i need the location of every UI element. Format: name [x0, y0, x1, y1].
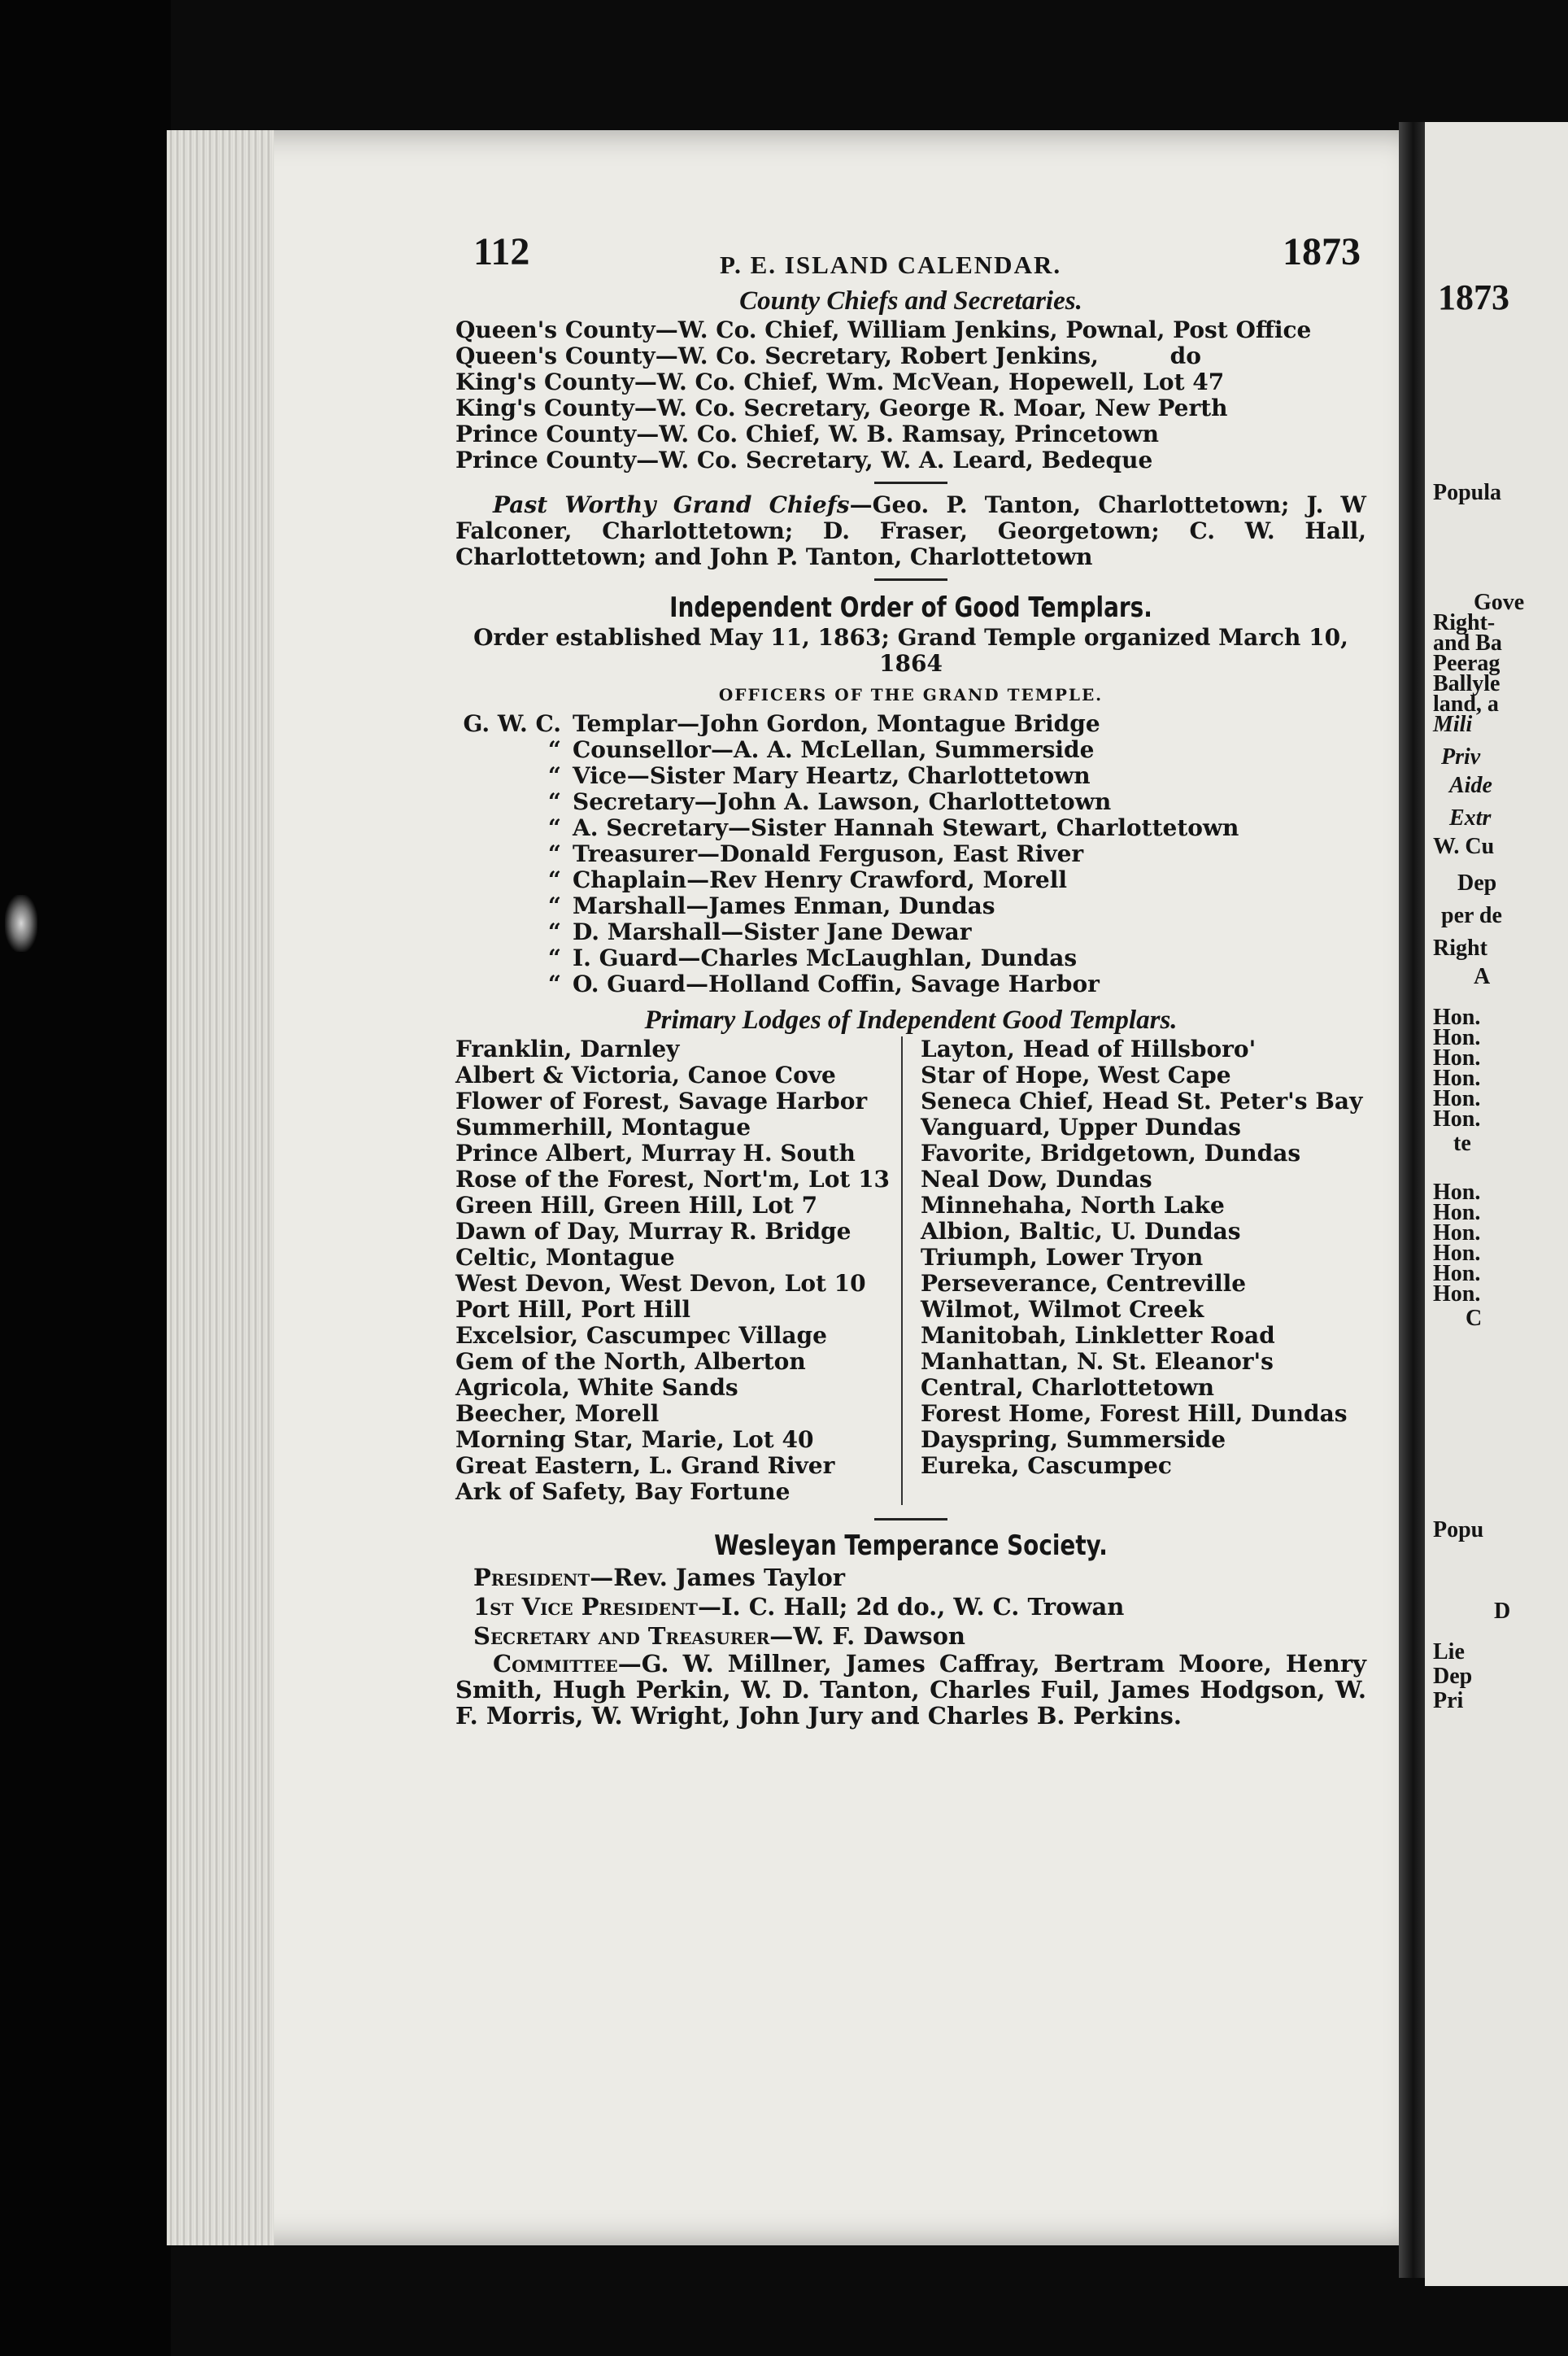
committee-names: —G. W. Millner, James Caffray, Bertram Moore, Henry Smith, Hugh Perkin, W. D. Tanton, Charles Fuil, James Hodgson, W. F. Morris, W. Wright, John Jury and Charles B. Perkins. — [455, 1650, 1366, 1730]
lodge-entry: Green Hill, Green Hill, Lot 7 — [455, 1192, 818, 1219]
lodge-entry: Manitobah, Linkletter Road — [921, 1322, 1275, 1349]
lodge-entry: Dayspring, Summerside — [921, 1426, 1226, 1453]
secretary-line — [455, 1621, 1366, 1651]
past-chiefs-text: —Geo. P. Tanton, Charlottetown; J. W Falconer, Charlottetown; D. Fraser, Georgetown; C. W. Hall, Charlottetown; and John P. Tanton, Charlottetown — [455, 491, 1366, 570]
next-page-fragment: Dep — [1433, 1664, 1473, 1689]
secretary-label: Secretary and Treasurer — [473, 1622, 770, 1650]
lodge-entry: Beecher, Morell — [455, 1400, 660, 1427]
officer-text: A. Secretary—Sister Hannah Stewart, Charlottetown — [573, 814, 1239, 841]
next-page-fragment: per de — [1441, 903, 1502, 928]
divider — [874, 482, 947, 484]
adjacent-page — [1425, 122, 1568, 2286]
officer-text: Counsellor—A. A. McLellan, Summerside — [573, 736, 1095, 763]
officer-mark: “ — [547, 736, 561, 763]
book-gutter — [1399, 122, 1427, 2278]
header-year: 1873 — [1283, 230, 1361, 273]
officer-mark: “ — [547, 945, 561, 971]
wesleyan-officers — [455, 1563, 1366, 1729]
lodge-entry: Summerhill, Montague — [455, 1114, 751, 1141]
lodge-entry: Celtic, Montague — [455, 1244, 675, 1271]
officer-text: Marshall—James Enman, Dundas — [573, 892, 995, 919]
lodge-entry: Neal Dow, Dundas — [921, 1166, 1152, 1193]
officer-row — [455, 867, 1366, 893]
lodge-entry: Favorite, Bridgetown, Dundas — [921, 1140, 1301, 1167]
lodge-entry: Excelsior, Cascumpec Village — [455, 1322, 827, 1349]
vice-president-label: 1st Vice President — [473, 1593, 698, 1621]
next-page-fragment: Hon. — [1433, 1045, 1481, 1071]
officer-text: Treasurer—Donald Ferguson, East River — [573, 840, 1084, 867]
lodge-entry: Eureka, Cascumpec — [921, 1452, 1172, 1479]
next-page-fragment: Dep — [1457, 870, 1497, 896]
officer-mark: “ — [547, 866, 561, 893]
county-chiefs-heading: County Chiefs and Secretaries. — [739, 286, 1082, 316]
running-header — [455, 230, 1366, 285]
lodge-entry: Morning Star, Marie, Lot 40 — [455, 1426, 814, 1453]
wesleyan-heading: Wesleyan Temperance Society. — [714, 1529, 1108, 1562]
next-page-fragment: Mili — [1433, 712, 1473, 737]
lodge-entry: Layton, Head of Hillsboro' — [921, 1036, 1257, 1062]
divider — [874, 1518, 947, 1520]
lodge-entry: Minnehaha, North Lake — [921, 1192, 1225, 1219]
next-page-fragment: and Ba — [1433, 630, 1502, 656]
lodge-entry: Franklin, Darnley — [455, 1036, 680, 1062]
next-page-fragment: Pri — [1433, 1688, 1464, 1713]
lodge-entry: Forest Home, Forest Hill, Dundas — [921, 1400, 1348, 1427]
lodge-entry: Manhattan, N. St. Eleanor's — [921, 1348, 1274, 1375]
list-item: King's County—W. Co. Chief, Wm. McVean, Hopewell, Lot 47 — [455, 369, 1225, 395]
next-page-fragment: Hon. — [1433, 1086, 1481, 1111]
page-number: 112 — [473, 230, 530, 273]
officer-mark: “ — [547, 788, 561, 815]
list-item: Prince County—W. Co. Secretary, W. A. Leard, Bedeque — [455, 447, 1153, 473]
list-item: Queen's County—W. Co. Secretary, Robert Jenkins, do — [455, 342, 1201, 369]
president-name: —Rev. James Taylor — [590, 1564, 846, 1591]
list-item: Queen's County—W. Co. Chief, William Jenkins, Pownal, Post Office — [455, 316, 1312, 343]
next-page-fragment: Aide — [1449, 773, 1492, 798]
lodge-entry: Albion, Baltic, U. Dundas — [921, 1218, 1241, 1245]
secretary-name: —W. F. Dawson — [769, 1622, 965, 1650]
next-page-fragment: Ballyle — [1433, 671, 1500, 696]
next-page-fragment: Hon. — [1433, 1106, 1481, 1132]
next-page-fragment: Hon. — [1433, 1005, 1481, 1030]
next-page-fragment: D — [1494, 1599, 1511, 1624]
lodges-left-column — [455, 1036, 901, 1505]
officer-row — [455, 971, 1366, 997]
president-line — [455, 1563, 1366, 1592]
officers-heading: OFFICERS OF THE GRAND TEMPLE. — [718, 685, 1104, 705]
vice-president-line — [455, 1592, 1366, 1621]
lodge-entry: Dawn of Day, Murray R. Bridge — [455, 1218, 852, 1245]
divider — [874, 578, 947, 581]
lodge-entry: Perseverance, Centreville — [921, 1270, 1247, 1297]
good-templars-heading: Independent Order of Good Templars. — [669, 591, 1152, 624]
lodge-entry: West Devon, West Devon, Lot 10 — [455, 1270, 866, 1297]
officer-mark: “ — [547, 892, 561, 919]
lodge-entry: Triumph, Lower Tryon — [921, 1244, 1204, 1271]
next-page-fragment: te — [1453, 1131, 1471, 1156]
page-edges — [167, 130, 274, 2245]
officer-text: O. Guard—Holland Coffin, Savage Harbor — [573, 971, 1100, 997]
lodge-entry: Great Eastern, L. Grand River — [455, 1452, 835, 1479]
officer-text: Vice—Sister Mary Heartz, Charlottetown — [573, 762, 1091, 789]
past-chiefs-label: Past Worthy Grand Chiefs — [493, 491, 850, 518]
committee-label: Committee — [493, 1650, 618, 1678]
officer-row — [455, 919, 1366, 945]
lodge-entry: Seneca Chief, Head St. Peter's Bay — [921, 1088, 1363, 1115]
officer-row — [455, 815, 1366, 841]
scan-artifact — [5, 895, 37, 952]
officer-row — [455, 737, 1366, 763]
next-page-fragment: C — [1466, 1306, 1483, 1331]
officer-row — [455, 945, 1366, 971]
officer-mark: “ — [547, 762, 561, 789]
next-page-fragment: land, a — [1433, 692, 1499, 717]
officer-row — [455, 893, 1366, 919]
officer-mark: “ — [547, 840, 561, 867]
lodge-entry: Albert & Victoria, Canoe Cove — [455, 1062, 836, 1089]
officer-row — [455, 763, 1366, 789]
lodge-entry: Star of Hope, West Cape — [921, 1062, 1231, 1089]
next-page-fragment: Hon. — [1433, 1281, 1481, 1307]
next-page-fragment: Lie — [1433, 1639, 1465, 1664]
lodges-right-column — [901, 1036, 1366, 1505]
next-page-fragment: Popula — [1433, 480, 1502, 505]
lodge-entry: Vanguard, Upper Dundas — [921, 1114, 1241, 1141]
page-content — [455, 230, 1366, 1730]
lodges-heading: Primary Lodges of Independent Good Templars. — [644, 1006, 1178, 1035]
next-page-fragment: Priv — [1441, 744, 1481, 770]
established-line: Order established May 11, 1863; Grand Temple organized March 10, 1864 — [473, 624, 1348, 677]
next-page-fragment: Popu — [1433, 1517, 1484, 1542]
next-page-year: 1873 — [1438, 277, 1509, 317]
officer-text: Templar—John Gordon, Montague Bridge — [573, 710, 1100, 737]
next-page-fragment: Right — [1433, 936, 1487, 961]
running-title: P. E. ISLAND CALENDAR. — [720, 251, 1062, 279]
lodge-entry: Flower of Forest, Savage Harbor — [455, 1088, 868, 1115]
president-label: President — [473, 1564, 590, 1591]
officer-text: Chaplain—Rev Henry Crawford, Morell — [573, 866, 1067, 893]
next-page-fragment: Right- — [1433, 610, 1496, 635]
next-page-fragment: Hon. — [1433, 1241, 1481, 1266]
lodge-entry: Wilmot, Wilmot Creek — [921, 1296, 1204, 1323]
next-page-fragment: W. Cu — [1433, 834, 1495, 859]
officer-row — [455, 789, 1366, 815]
officer-mark: “ — [547, 814, 561, 841]
officer-text: I. Guard—Charles McLaughlan, Dundas — [573, 945, 1078, 971]
next-page-fragment: Hon. — [1433, 1200, 1481, 1225]
lodge-entry: Rose of the Forest, Nort'm, Lot 13 — [455, 1166, 891, 1193]
officer-text: D. Marshall—Sister Jane Dewar — [573, 918, 972, 945]
officer-row — [455, 841, 1366, 867]
officers-list — [455, 711, 1366, 997]
committee-paragraph — [455, 1651, 1366, 1729]
list-item: Prince County—W. Co. Chief, W. B. Ramsay, Princetown — [455, 421, 1160, 447]
next-page-fragment: Extr — [1449, 805, 1492, 831]
officer-row — [455, 711, 1366, 737]
lodge-entry: Agricola, White Sands — [455, 1374, 738, 1401]
officer-mark: “ — [547, 918, 561, 945]
lodge-entry: Gem of the North, Alberton — [455, 1348, 806, 1375]
officer-mark: G. W. C. — [463, 710, 561, 737]
lodge-entry: Ark of Safety, Bay Fortune — [455, 1478, 791, 1505]
vice-president-name: —I. C. Hall; 2d do., W. C. Trowan — [697, 1593, 1125, 1621]
lodges-table — [455, 1036, 1366, 1505]
next-page-fragment: Hon. — [1433, 1180, 1481, 1205]
next-page-fragment: A — [1474, 964, 1491, 989]
lodge-entry: Prince Albert, Murray H. South — [455, 1140, 856, 1167]
lodge-entry: Central, Charlottetown — [921, 1374, 1215, 1401]
officer-mark: “ — [547, 971, 561, 997]
next-page-fragment: Peerag — [1433, 651, 1500, 676]
lodge-entry: Port Hill, Port Hill — [455, 1296, 691, 1323]
next-page-fragment: Hon. — [1433, 1025, 1481, 1050]
scan-left-margin — [0, 0, 171, 2356]
next-page-fragment: Hon. — [1433, 1261, 1481, 1286]
next-page-fragment: Hon. — [1433, 1220, 1481, 1246]
county-chiefs-list — [455, 317, 1366, 473]
past-chiefs-paragraph — [455, 492, 1366, 570]
next-page-fragment: Gove — [1474, 590, 1525, 615]
next-page-fragment: Hon. — [1433, 1066, 1481, 1091]
officer-text: Secretary—John A. Lawson, Charlottetown — [573, 788, 1112, 815]
list-item: King's County—W. Co. Secretary, George R. Moar, New Perth — [455, 395, 1228, 421]
